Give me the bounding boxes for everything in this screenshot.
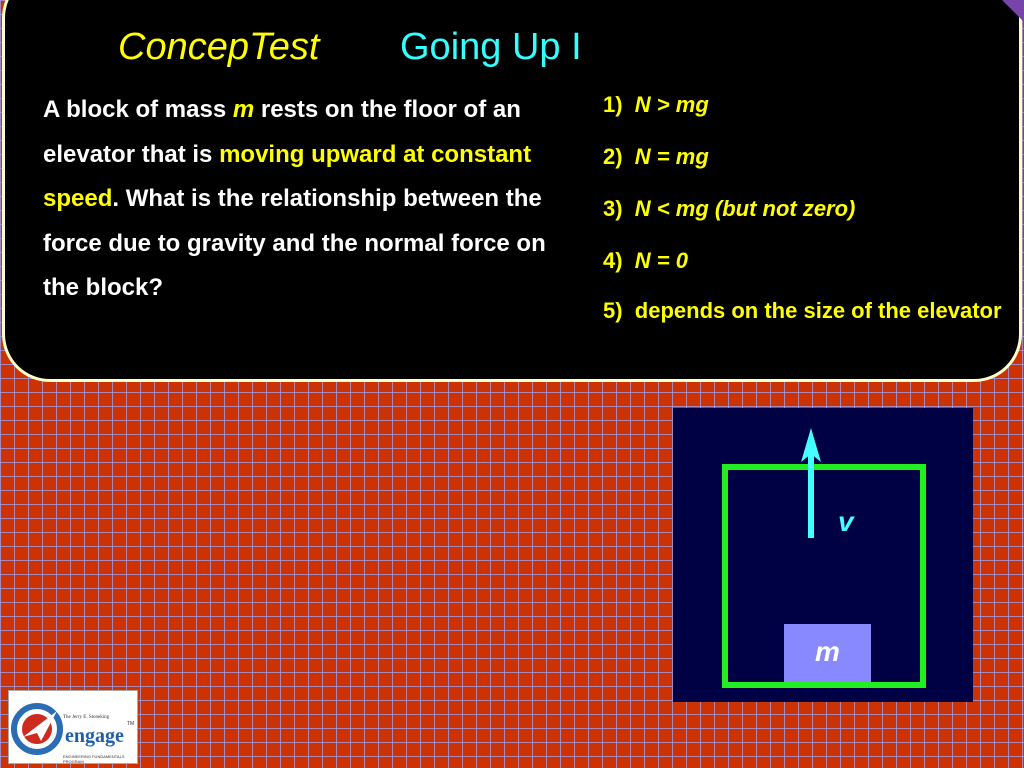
answer-text: N = mg [634,144,709,169]
question-part-1: A block of mass [43,96,233,123]
answer-option-1[interactable] [603,92,709,118]
question-text [43,88,563,311]
logo-wordmark: engage [65,725,124,747]
logo-caption: The Jerry E. Stoneking [63,715,110,720]
velocity-label: v [838,506,854,537]
answer-text: N = 0 [634,248,688,273]
velocity-arrow-icon [796,428,826,542]
question-part-2: rests on the floor of an elevator that is [43,96,521,168]
answer-number: 1) [603,92,623,117]
answer-number: 2) [603,144,623,169]
answer-option-4[interactable] [603,248,688,274]
logo-subtitle: ENGINEERING FUNDAMENTALS PROGRAM [63,754,125,764]
answer-number: 5) [603,298,623,323]
question-part-3: . What is the relationship between the force due to gravity and the normal force on the block? [43,185,546,301]
question-highlight: moving upward at constant speed [43,140,532,212]
answer-text: N < mg (but not zero) [634,196,856,221]
corner-accent [1002,0,1024,22]
answer-option-3[interactable] [603,196,855,222]
answer-option-2[interactable] [603,144,709,170]
answer-number: 4) [603,248,623,273]
answer-option-5[interactable] [603,294,1024,328]
engage-logo [8,690,138,764]
mass-block: m [784,624,871,682]
slide-title: Going Up I [400,26,582,68]
answer-text: N > mg [634,92,709,117]
mass-symbol: m [232,96,255,123]
engage-logo-icon [11,697,63,757]
slide-title-prefix: ConcepTest [118,26,320,68]
answer-text: depends on the size of the elevator [634,298,1002,323]
logo-tm: TM [127,721,135,727]
answer-number: 3) [603,196,623,221]
